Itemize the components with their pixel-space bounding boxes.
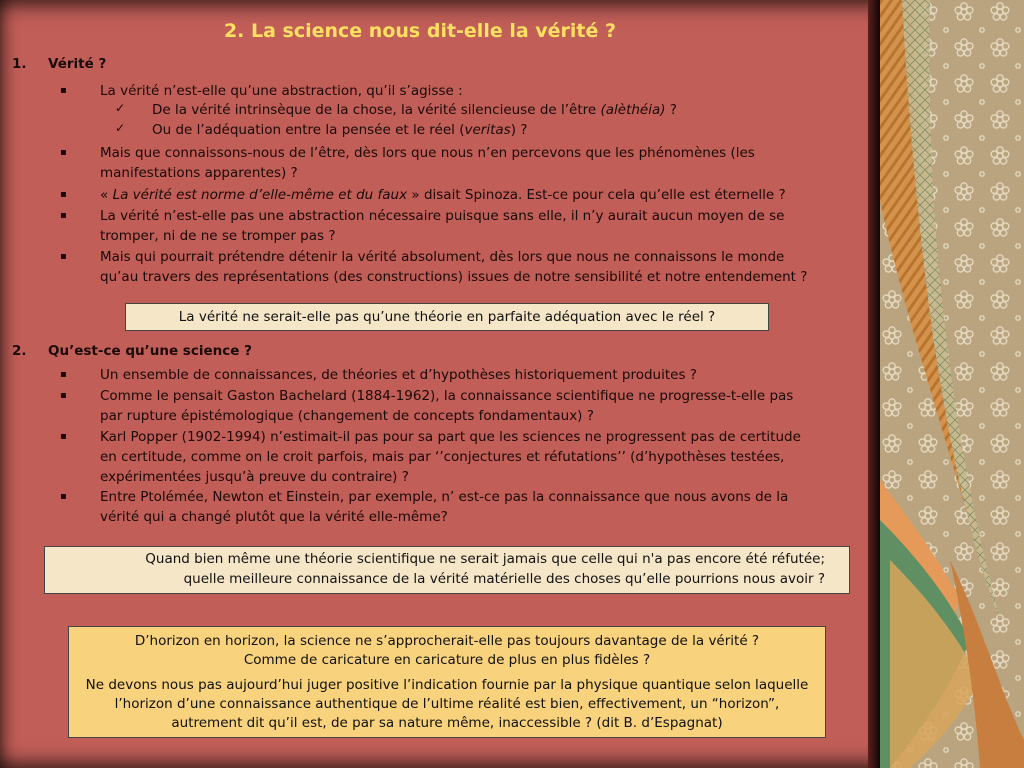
decorative-pattern-border xyxy=(880,0,1024,768)
s2-bullet-2: Comme le pensait Gaston Bachelard (1884-1962), la connaissance scientifique ne progresse-t-elle pas par rupture épistémologique (changement de concepts fondamentaux) ? xyxy=(100,388,794,424)
section-1-heading: Vérité ? xyxy=(48,56,107,72)
section-2-number: 2. xyxy=(12,343,27,359)
s1-bullet-1: La vérité n’est-elle qu’une abstraction, qu’il s’agisse : xyxy=(100,83,463,99)
bullet-icon: ▪ xyxy=(60,189,67,200)
s2-bullet-4: Entre Ptolémée, Newton et Einstein, par exemple, n’ est-ce pas la connaissance que nous avons de la vérité qui a changé plutôt que la vérité elle-même? xyxy=(100,489,789,525)
s1-bullet-4: La vérité n’est-elle pas une abstraction nécessaire puisque sans elle, il n’y aurait aucun moyen de se tromper, ni de ne se tromper pas ? xyxy=(100,208,785,244)
section-1-number: 1. xyxy=(12,56,27,72)
box2-line-1: Quand bien même une théorie scientifique ne serait jamais que celle qui n'a pas encore été réfutée; xyxy=(145,551,825,567)
checkmark-icon: ✓ xyxy=(115,101,126,115)
box3-paragraph-1: D’horizon en horizon, la science ne s’approcherait-elle pas toujours davantage de la vérité ? Comme de caricature en caricature de plus en plus fidèles ? xyxy=(134,633,760,668)
bullet-icon: ▪ xyxy=(60,390,67,401)
slide-title: 2. La science nous dit-elle la vérité ? xyxy=(223,20,617,42)
s1-sub-1: De la vérité intrinsèque de la chose, la vérité silencieuse de l’être (alèthéia) ? xyxy=(152,102,677,118)
s1-bullet-5: Mais qui pourrait prétendre détenir la vérité absolument, dès lors que nous ne connaissons le monde qu’au travers des représentations (des constructions) issues de notre sensibilité et notre entendement ? xyxy=(100,249,808,285)
bullet-icon: ▪ xyxy=(60,431,67,442)
s2-bullet-3: Karl Popper (1902-1994) n’estimait-il pas pour sa part que les sciences ne progressent pas de certitude en certitude, comme on le croit parfois, mais par ‘’conjectures et réfutations’’ (d’hypothèses testées, expérimentées jusqu’à preuve du contraire) ? xyxy=(100,429,801,485)
s2-bullet-1: Un ensemble de connaissances, de théories et d’hypothèses historiquement produites ? xyxy=(100,367,697,383)
section-2-heading: Qu’est-ce qu’une science ? xyxy=(48,343,252,359)
s1-bullet-3: « La vérité est norme d’elle-même et du faux » disait Spinoza. Est-ce pour cela qu’elle est éternelle ? xyxy=(100,187,786,203)
box2-line-2: quelle meilleure connaissance de la vérité matérielle des choses qu’elle pourrions nous avoir ? xyxy=(183,571,825,587)
checkmark-icon: ✓ xyxy=(115,121,126,135)
bullet-icon: ▪ xyxy=(60,147,67,158)
bullet-icon: ▪ xyxy=(60,85,67,96)
s1-bullet-2: Mais que connaissons-nous de l’être, dès lors que nous n’en percevons que les phénomènes (les manifestations apparentes) ? xyxy=(100,145,755,181)
question-box-2 xyxy=(44,546,850,594)
bullet-icon: ▪ xyxy=(60,210,67,221)
question-box-3 xyxy=(68,626,826,738)
question-box-1: La vérité ne serait-elle pas qu’une théorie en parfaite adéquation avec le réel ? xyxy=(125,303,769,331)
bullet-icon: ▪ xyxy=(60,369,67,380)
bullet-icon: ▪ xyxy=(60,491,67,502)
s1-sub-2: Ou de l’adéquation entre la pensée et le réel (veritas) ? xyxy=(152,122,528,138)
bullet-icon: ▪ xyxy=(60,251,67,262)
box3-paragraph-2: Ne devons nous pas aujourd’hui juger positive l’indication fournie par la physique quantique selon laquelle l’horizon d’une connaissance authentique de l’ultime réalité est bien, effectivement, un “horizon”, autrement dit qu’il est, de par sa nature même, inaccessible ? (dit B. d’Espagnat) xyxy=(85,677,809,731)
